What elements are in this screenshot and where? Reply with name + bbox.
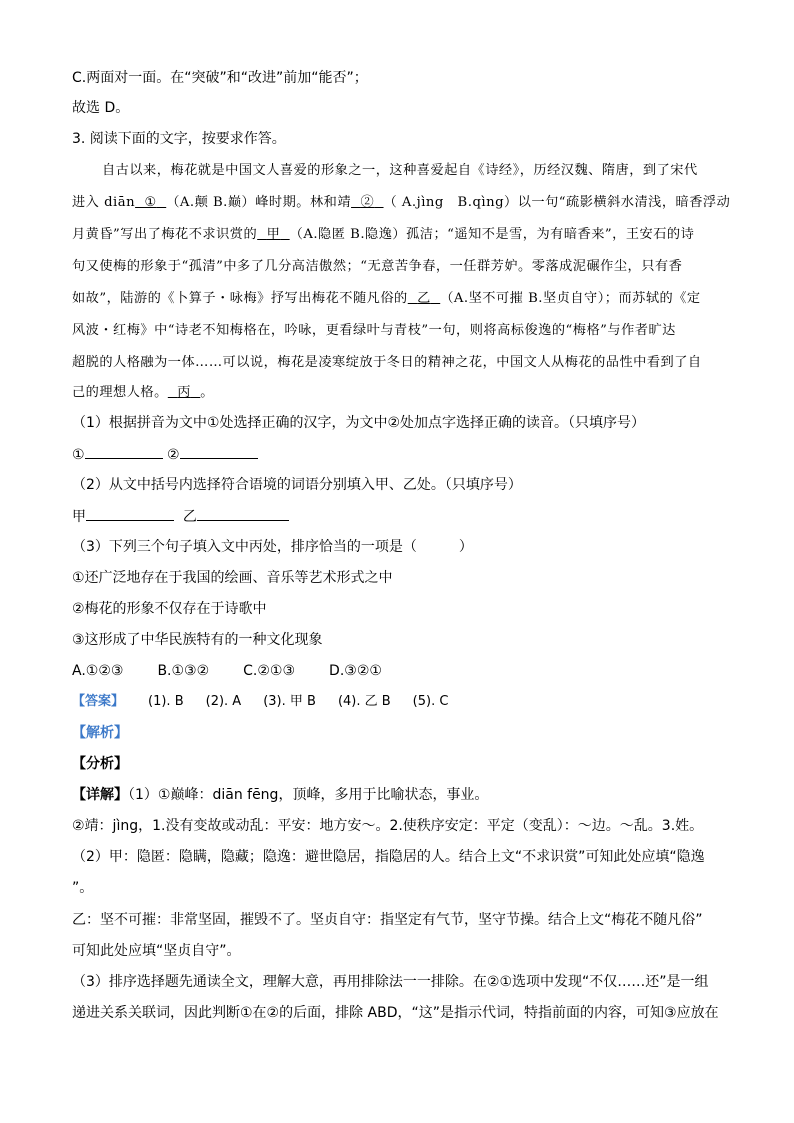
passage-line: 风波・红梅》中“诗老不知梅格在，吟咏，更看绿叶与青枝”一句，则将高标俊逸的“梅格”与作者旷达 (72, 323, 676, 338)
analysis-tag: 【解析】 (72, 725, 128, 741)
answer-blank[interactable] (86, 506, 174, 521)
sentence-option: ③这形成了中华民族特有的一种文化现象 (72, 632, 323, 648)
passage-line: 己的理想人格。 丙 。 (72, 385, 214, 400)
blank-bing: 丙 (177, 385, 191, 400)
prev-answer-line: C.两面对一面。在“突破”和“改进”前加“能否”； (72, 70, 368, 86)
passage-line: 超脱的人格融为一体……可以说，梅花是凌寒绽放于冬日的精神之花，中国文人从梅花的品性中看到了自 (72, 355, 702, 370)
question-title: 3. 阅读下面的文字，按要求作答。 (72, 131, 286, 147)
detail-line: ②靖：jìng，1.没有变故或动乱：平安：地方安～。2.使秩序安定：平定（变乱）：～边。～乱。3.姓。 (72, 818, 704, 834)
detail-line: 【详解】（1）①巅峰：diān fēng，顶峰，多用于比喻状态，事业。 (72, 787, 489, 803)
detail-line: （3）排序选择题先通读全文，理解大意，再用排除法一一排除。在②①选项中发现“不仅……还”是一组 (72, 974, 709, 990)
passage-line: 如故”，陆游的《卜算子・咏梅》抒写出梅花不随凡俗的 乙 （A.坚不可摧 B.坚贞自守）；而苏轼的《定 (72, 291, 701, 306)
detail-line: 乙：坚不可摧：非常坚固，摧毁不了。坚贞自守：指坚定有气节，坚守节操。结合上文“梅花不随凡俗” (72, 912, 703, 928)
answer-blanks-2: 甲 乙 (72, 506, 734, 527)
passage-line: 进入 diān ① （A.颠 B.巅）峰时期。林和靖 ② （ A.jìng B.qìng）以一句“疏影横斜水清浅，暗香浮动 (72, 195, 731, 210)
sub-question-2: （2）从文中括号内选择符合语境的词语分别填入甲、乙处。（只填序号） (72, 477, 522, 493)
fenxi-tag: 【分析】 (72, 756, 128, 772)
answer-blank[interactable] (180, 444, 258, 459)
blank-jia: 甲 (266, 227, 281, 242)
blank-1: ① (144, 195, 157, 210)
answer-blanks-1: ① ② (72, 444, 734, 465)
blank-2: ② (360, 195, 375, 210)
answer-line: 【答案】 (1). B (2). A (3). 甲 B (4). 乙 B (5). C (72, 694, 449, 709)
detail-tag: 【详解】 (72, 787, 128, 803)
sub-question-3: （3）下列三个句子填入文中丙处，排序恰当的一项是（ ） (72, 539, 473, 555)
passage-line: 句又使梅的形象于“孤清”中多了几分高洁傲然；“无意苦争春，一任群芳妒。零落成泥碾作尘，只有香 (72, 259, 683, 274)
blank-yi: 乙 (417, 291, 431, 306)
answer-blank[interactable] (197, 506, 289, 521)
detail-line: 可知此处应填“坚贞自守”。 (72, 943, 241, 959)
choice-options: A.①②③ B.①③② C.②①③ D.③②① (72, 663, 382, 679)
prev-choice: 故选 D。 (72, 100, 130, 116)
answer-tag: 【答案】 (72, 694, 125, 709)
sentence-option: ②梅花的形象不仅存在于诗歌中 (72, 601, 267, 617)
detail-line: 递进关系关联词，因此判断①在②的后面，排除 ABD，“这”是指示代词，特指前面的内容，可知③应放在 (72, 1005, 719, 1021)
sub-question-1: （1）根据拼音为文中①处选择正确的汉字，为文中②处加点字选择正确的读音。（只填序号） (72, 415, 646, 431)
detail-line: （2）甲：隐匿：隐瞒，隐藏；隐逸：避世隐居，指隐居的人。结合上文“不求识赏”可知此处应填“隐逸 (72, 849, 705, 865)
sentence-option: ①还广泛地存在于我国的绘画、音乐等艺术形式之中 (72, 570, 393, 586)
answer-blank[interactable] (85, 444, 163, 459)
detail-line: ”。 (72, 880, 94, 896)
passage-line: 自古以来，梅花就是中国文人喜爱的形象之一，这种喜爱起自《诗经》，历经汉魏、隋唐，到了宋代 (102, 163, 698, 178)
passage-line: 月黄昏”写出了梅花不求识赏的 甲 （A.隐匿 B.隐逸）孤洁；“遥知不是雪，为有暗香来”，王安石的诗 (72, 227, 695, 242)
